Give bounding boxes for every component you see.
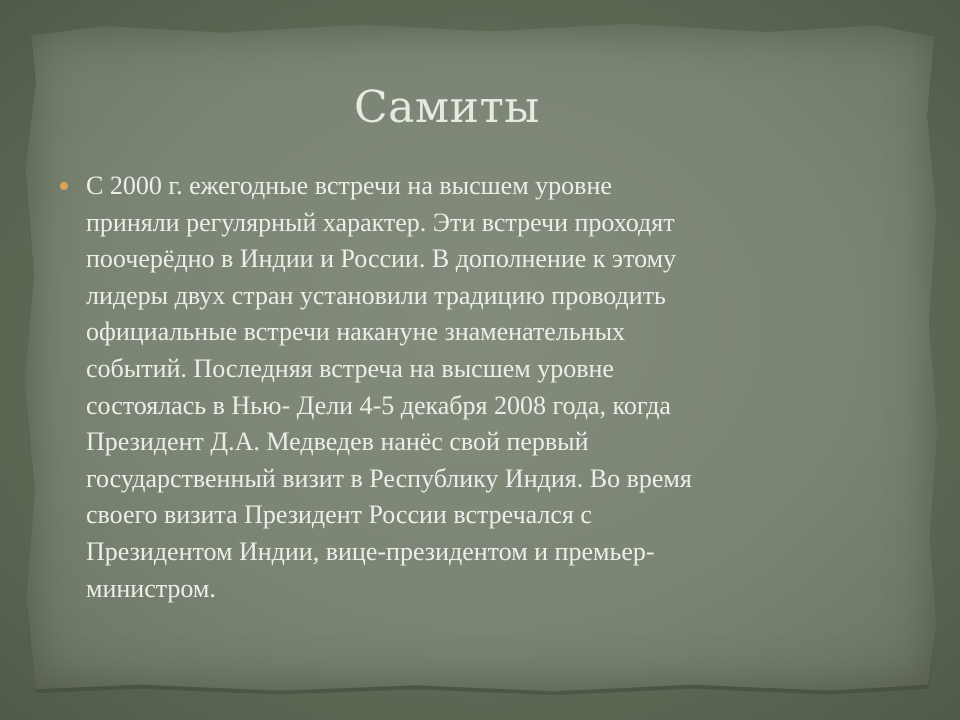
bullet-dot-icon <box>60 182 68 190</box>
text-line: поочерёдно в Индии и России. В дополнение к этому <box>86 244 677 274</box>
text-line: Президент Д.А. Медведев нанёс свой первый <box>86 427 589 457</box>
text-line: государственный визит в Республику Индия. Во время <box>86 463 692 493</box>
text-line: официальные встречи накануне знаменательных <box>86 317 626 347</box>
text-line: состоялась в Нью- Дели 4-5 декабря 2008 года, когда <box>86 390 671 420</box>
text-line: событий. Последняя встреча на высшем уровне <box>86 353 614 383</box>
text-line: министром. <box>86 573 216 603</box>
text-line: С 2000 г. ежегодные встречи на высшем уровне <box>86 171 612 200</box>
slide-title: Самиты <box>354 82 540 133</box>
text-line: приняли регулярный характер. Эти встречи проходят <box>86 207 675 237</box>
text-line: лидеры двух стран установили традицию проводить <box>86 280 666 310</box>
bullet-text <box>86 168 906 607</box>
text-line: своего визита Президент России встречался с <box>86 500 592 530</box>
text-line: Президентом Индии, вице-президентом и премьер- <box>86 536 655 566</box>
